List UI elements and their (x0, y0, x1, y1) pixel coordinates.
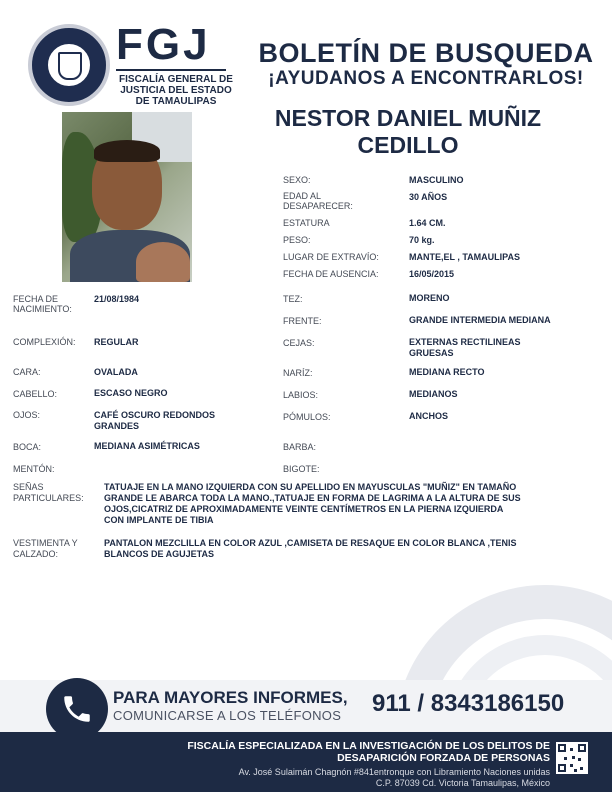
weight-value: 70 kg. (409, 235, 435, 245)
marks-label-line-2: PARTICULARES: (13, 493, 84, 503)
contact-phone-number: 911 / 8343186150 (372, 690, 565, 717)
age-label-line-1: EDAD AL (283, 191, 322, 201)
bulletin-subtitle: ¡AYUDANOS A ENCONTRARLOS! (268, 68, 584, 89)
face-value: OVALADA (94, 367, 138, 377)
sex-value: MASCULINO (409, 175, 464, 185)
fgj-seal-logo (28, 24, 110, 106)
forehead-value: GRANDE INTERMEDIA MEDIANA (409, 315, 551, 325)
eyes-value-line-1: CAFÉ OSCURO REDONDOS (94, 410, 216, 420)
eyes-label: OJOS: (13, 410, 41, 420)
location-label: LUGAR DE EXTRAVÍO: (283, 252, 379, 262)
chin-label: MENTÓN: (13, 464, 55, 474)
cheekbones-value: ANCHOS (409, 411, 449, 421)
contact-title: PARA MAYORES INFORMES, (113, 688, 348, 707)
mustache-label: BIGOTE: (283, 464, 320, 474)
clothing-line-2: BLANCOS DE AGUJETAS (104, 549, 215, 559)
complexion-value: REGULAR (94, 337, 139, 347)
location-value: MANTE,EL , TAMAULIPAS (409, 252, 520, 262)
eyebrows-value-line-2: GRUESAS (409, 348, 454, 358)
qr-code-icon (556, 742, 588, 774)
weight-label: PESO: (283, 235, 311, 245)
contact-subtitle: COMUNICARSE A LOS TELÉFONOS (113, 708, 342, 723)
age-value: 30 AÑOS (409, 192, 448, 202)
cheekbones-label: PÓMULOS: (283, 412, 331, 422)
face-label: CARA: (13, 367, 41, 377)
footer-address-line-2: C.P. 87039 Cd. Victoria Tamaulipas, México (375, 778, 550, 788)
mouth-label: BOCA: (13, 442, 42, 452)
coat-of-arms-icon (58, 52, 82, 80)
logo-subtitle-line-3: DE TAMAULIPAS (135, 96, 217, 107)
marks-label-line-1: SEÑAS (13, 482, 44, 492)
eyes-value-line-2: GRANDES (94, 421, 140, 431)
forehead-label: FRENTE: (283, 316, 322, 326)
absence-date-label: FECHA DE AUSENCIA: (283, 269, 379, 279)
photo-child (136, 242, 190, 282)
lips-label: LABIOS: (283, 390, 319, 400)
height-label: ESTATURA (283, 218, 330, 228)
hair-value: ESCASO NEGRO (94, 388, 168, 398)
lips-value: MEDIANOS (409, 389, 458, 399)
marks-line-3: OJOS,CICATRIZ DE APROXIMADAMENTE VEINTE CENTÍMETROS EN LA PIERNA IZQUIERDA (104, 504, 504, 514)
marks-line-2: GRANDE LE ABARCA TODA LA MANO.,TATUAJE EN FORMA DE LAGRIMA A LA ALTURA DE SUS (104, 493, 521, 503)
birth-label-line-1: FECHA DE (13, 294, 59, 304)
logo-subtitle-line-1: FISCALÍA GENERAL DE (119, 74, 233, 85)
eyebrows-label: CEJAS: (283, 338, 315, 348)
logo-subtitle (116, 74, 236, 107)
logo-subtitle-line-2: JUSTICIA DEL ESTADO (120, 85, 232, 96)
name-line-1: NESTOR DANIEL MUÑIZ (274, 105, 542, 131)
clothing-label-line-1: VESTIMENTA Y (13, 538, 78, 548)
complexion-label: COMPLEXIÓN: (13, 337, 76, 347)
skin-value: MORENO (409, 293, 450, 303)
age-label-line-2: DESAPARECER: (283, 201, 353, 211)
marks-line-1: TATUAJE EN LA MANO IZQUIERDA CON SU APELLIDO EN MAYUSCULAS "MUÑIZ" EN TAMAÑO (104, 482, 517, 492)
phone-icon (46, 678, 108, 740)
missing-person-photo (62, 112, 192, 282)
height-value: 1.64 CM. (409, 218, 446, 228)
mouth-value: MEDIANA ASIMÉTRICAS (94, 441, 200, 451)
eyebrows-value-line-1: EXTERNAS RECTILINEAS (409, 337, 521, 347)
birth-value: 21/08/1984 (94, 294, 140, 304)
absence-date-value: 16/05/2015 (409, 269, 455, 279)
footer-agency-line-2: DESAPARICIÓN FORZADA DE PERSONAS (337, 752, 550, 764)
birth-label-line-2: NACIMIENTO: (13, 304, 72, 314)
seal-inner (46, 42, 92, 88)
clothing-line-1: PANTALON MEZCLILLA EN COLOR AZUL ,CAMISETA DE RESAQUE EN COLOR BLANCA ,TENIS (104, 538, 517, 548)
footer-agency-line-1: FISCALÍA ESPECIALIZADA EN LA INVESTIGACIÓN DE LOS DELITOS DE (187, 740, 550, 752)
logo-divider (116, 69, 226, 71)
missing-person-name (240, 105, 576, 159)
footer-address-line-1: Av. José Sulaimán Chagnón #841entronque con Libramiento Naciones unidas (238, 767, 550, 777)
clothing-label-line-2: CALZADO: (13, 549, 59, 559)
bulletin-title: BOLETÍN DE BUSQUEDA (258, 38, 594, 68)
nose-value: MEDIANA RECTO (409, 367, 485, 377)
name-line-2: CEDILLO (357, 132, 459, 158)
fgj-logo-text: FGJ (116, 20, 211, 69)
skin-label: TEZ: (283, 294, 303, 304)
beard-label: BARBA: (283, 442, 317, 452)
marks-line-4: CON IMPLANTE DE TIBIA (104, 515, 214, 525)
hair-label: CABELLO: (13, 389, 58, 399)
photo-hair (94, 140, 160, 162)
nose-label: NARÍZ: (283, 368, 313, 378)
sex-label: SEXO: (283, 175, 311, 185)
